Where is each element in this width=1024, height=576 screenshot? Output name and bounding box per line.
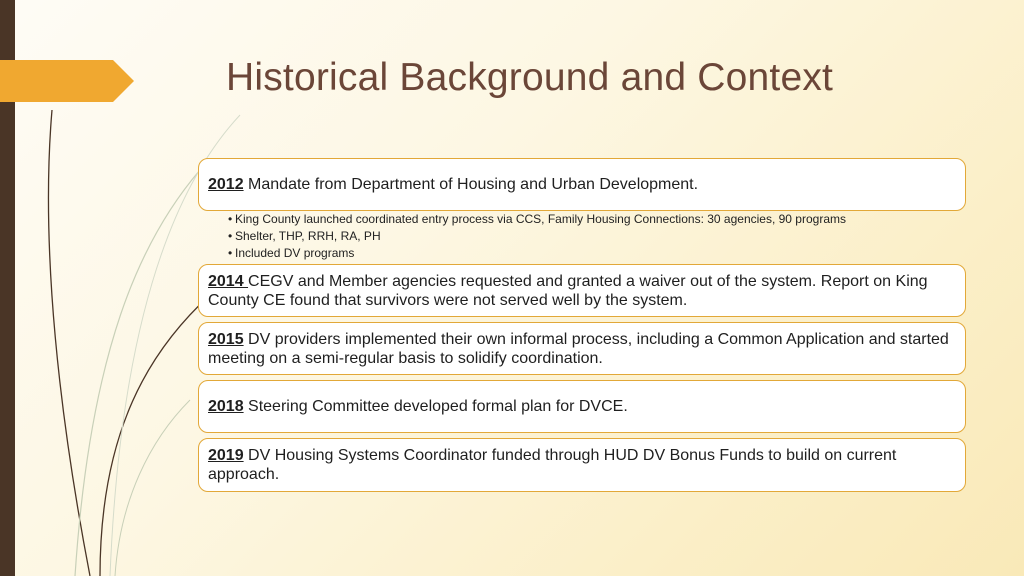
list-item: • Shelter, THP, RRH, RA, PH (228, 229, 381, 243)
timeline-item-2012 (198, 158, 966, 211)
item-text (208, 397, 628, 416)
title-tab-arrow (0, 60, 134, 102)
item-text (208, 175, 698, 194)
item-year: 2014 (208, 272, 249, 290)
item-year: 2018 (208, 398, 244, 415)
slide-title: Historical Background and Context (226, 56, 834, 99)
timeline-item-2018 (198, 380, 966, 433)
list-item: • King County launched coordinated entry process via CCS, Family Housing Connections: 30 agencies, 90 programs (228, 212, 846, 226)
item-year: 2012 (208, 176, 244, 193)
timeline-item-2019 (198, 438, 966, 492)
item-description: Mandate from Department of Housing and Urban Development. (243, 176, 699, 193)
item-description: DV providers implemented their own informal process, including a Common Application and started meeting on a semi-regular basis to solidify coordination. (208, 330, 949, 367)
timeline-item-2014 (198, 264, 966, 317)
list-item: • Included DV programs (228, 246, 355, 260)
item-description: Steering Committee developed formal plan for DVCE. (243, 398, 628, 415)
item-text (208, 330, 956, 368)
item-year: 2015 (208, 330, 244, 348)
item-year: 2019 (208, 447, 244, 464)
item-description: DV Housing Systems Coordinator funded through HUD DV Bonus Funds to build on current approach. (208, 447, 897, 483)
bullet-list (228, 211, 846, 262)
timeline-item-2015 (198, 322, 966, 375)
item-text (208, 446, 956, 484)
item-description: CEGV and Member agencies requested and granted a waiver out of the system. Report on King County CE found that survivors were not served well by the system. (208, 272, 928, 309)
item-text (208, 272, 956, 310)
